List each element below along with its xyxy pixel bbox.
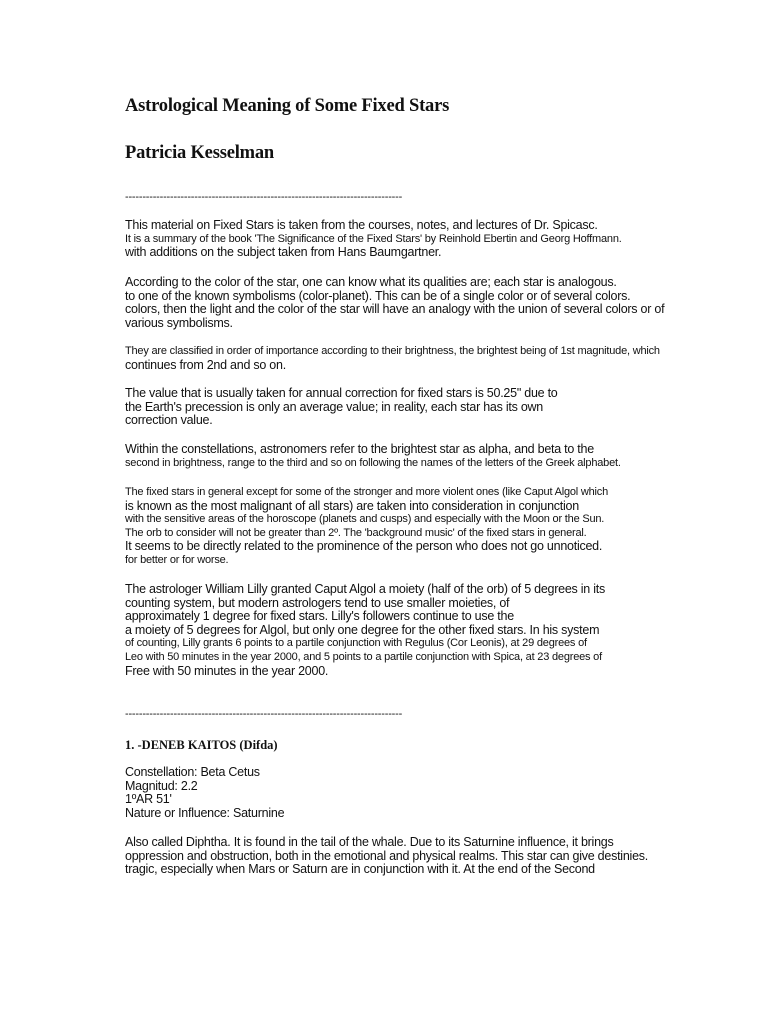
text-line: colors, then the light and the color of the star will have an analogy with the union of several colors or of [125,302,665,317]
text-line: It is a summary of the book 'The Significance of the Fixed Stars' by Reinhold Ebertin and Georg Hoffmann. [125,232,622,245]
paragraph [125,219,750,260]
text-line: The astrologer William Lilly granted Caput Algol a moiety (half of the orb) of 5 degrees in its [125,582,605,596]
text-line: a moiety of 5 degrees for Algol, but only one degree for the other fixed stars. In his system [125,622,600,637]
text-line: the Earth's precession is only an average value; in reality, each star has its own [125,399,543,414]
text-line: with additions on the subject taken from Hans Baumgartner. [125,245,442,260]
paragraph [125,443,750,470]
text-line: Nature or Influence: Saturnine [125,805,285,820]
text-line: The orb to consider will not be greater than 2º. The 'background music' of the fixed stars in general. [125,526,587,539]
text-line: Also called Diphtha. It is found in the tail of the whale. Due to its Saturnine influence, it brings [125,835,614,849]
star-heading: 1. -DENEB KAITOS (Difda) [125,738,278,752]
text-line: It seems to be directly related to the prominence of the person who does not go unnoticed. [125,539,603,554]
author-name: Patricia Kesselman [125,143,274,163]
divider-rule: -------------------------------------------------------------------------------- [125,708,403,720]
text-line: Leo with 50 minutes in the year 2000, and 5 points to a partile conjunction with Spica, at 23 degrees of [125,650,602,663]
paragraph [125,345,750,372]
text-line: The value that is usually taken for annual correction for fixed stars is 50.25" due to [125,386,558,400]
star-description [125,836,750,877]
text-line: approximately 1 degree for fixed stars. Lilly's followers continue to use the [125,609,514,624]
text-line: of counting, Lilly grants 6 points to a partile conjunction with Regulus (Cor Leonis), at 29 degrees of [125,637,587,650]
text-line: tragic, especially when Mars or Saturn are in conjunction with it. At the end of the Second [125,862,595,877]
text-line: counting system, but modern astrologers tend to use smaller moieties, of [125,595,510,610]
paragraph [125,583,750,678]
text-line: They are classified in order of importance according to their brightness, the brightest being of 1st magnitude, which [125,345,660,357]
text-line: oppression and obstruction, both in the emotional and physical realms. This star can give destinies. [125,848,648,863]
text-line: correction value. [125,413,213,428]
text-line: continues from 2nd and so on. [125,357,286,372]
text-line: for better or for worse. [125,553,229,566]
text-line: 1ºAR 51' [125,792,172,807]
star-details [125,766,750,820]
text-line: second in brightness, range to the third and so on following the names of the letters of the Greek alphabet. [125,456,621,469]
text-line: Constellation: Beta Cetus [125,765,260,779]
text-line: various symbolisms. [125,315,233,330]
text-line: with the sensitive areas of the horoscope (planets and cusps) and especially with the Moon or the Sun. [125,513,605,526]
text-line: Free with 50 minutes in the year 2000. [125,663,329,678]
text-line: to one of the known symbolisms (color-planet). This can be of a single color or of several colors. [125,288,631,303]
text-line: This material on Fixed Stars is taken from the courses, notes, and lectures of Dr. Spicasc. [125,218,598,232]
paragraph [125,486,750,568]
text-line: Within the constellations, astronomers refer to the brightest star as alpha, and beta to the [125,442,594,456]
text-line: is known as the most malignant of all stars) are taken into consideration in conjunction [125,498,579,513]
text-line: Magnitud: 2.2 [125,778,198,793]
text-line: The fixed stars in general except for some of the stronger and more violent ones (like Caput Algol which [125,486,609,498]
paragraph [125,387,750,428]
text-line: According to the color of the star, one can know what its qualities are; each star is analogous. [125,275,617,289]
divider-rule: -------------------------------------------------------------------------------- [125,191,403,203]
document-title: Astrological Meaning of Some Fixed Stars [125,96,450,116]
paragraph [125,276,750,330]
